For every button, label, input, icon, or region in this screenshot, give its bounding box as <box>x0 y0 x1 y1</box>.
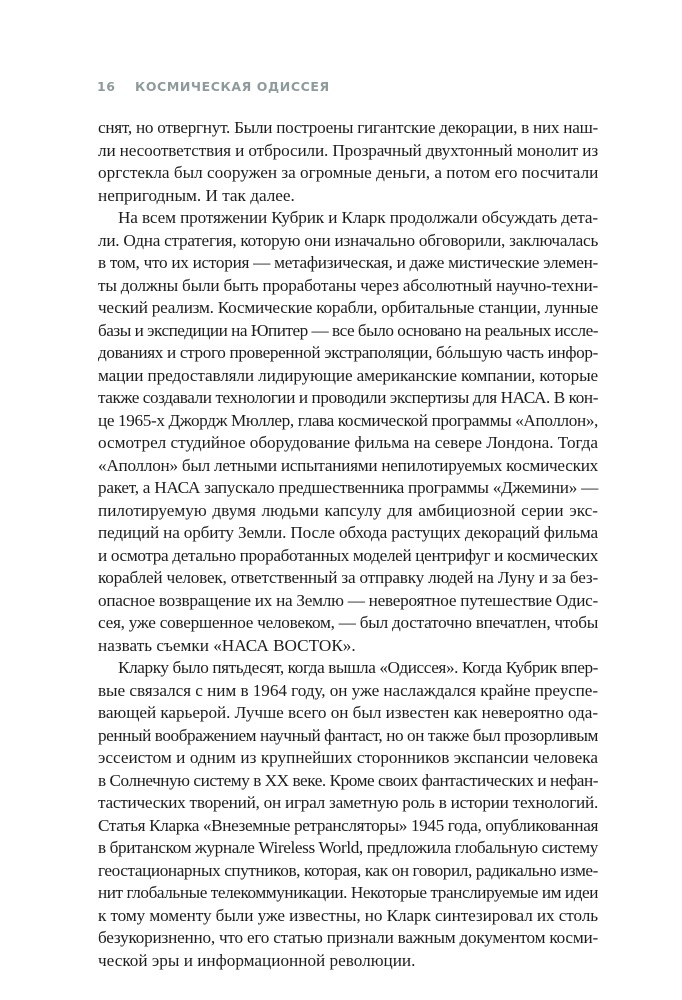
text-line: сея, уже совершенное человеком, — был достаточно впечатлен, чтобы <box>98 613 599 632</box>
paragraph <box>98 657 598 972</box>
text-line: ты должны были быть проработаны через абсолютный научно-техни- <box>98 275 598 295</box>
paragraph <box>98 117 598 207</box>
text-line: к тому моменту были уже известны, но Кларк синтезировал их столь <box>98 905 599 925</box>
running-head <box>97 79 330 94</box>
text-line: в Солнечную систему в XX веке. Кроме своих фантастических и нефан- <box>98 770 598 790</box>
text-line: осмотрел студийное оборудование фильма на севере Лондона. Тогда <box>98 433 599 452</box>
text-line: ли несоответствия и отбросили. Прозрачный двухтонный монолит из <box>98 140 599 160</box>
text-line: базы и экспедиции на Юпитер — все было основано на реальных иссле- <box>98 320 598 340</box>
text-line: вающей карьерой. Лучше всего он был известен как невероятно ода- <box>98 703 598 722</box>
text-line: педиций на орбиту Земли. После обхода растущих декораций фильма <box>98 523 598 542</box>
text-line: пилотируемую двумя людьми капсулу для амбициозной серии экс- <box>98 500 598 520</box>
text-line: ческой эры и информационной революции. <box>98 950 416 970</box>
text-line: мации предоставляли лидирующие американские компании, которые <box>98 365 598 385</box>
text-line: ренный воображением научный фантаст, но он также был прозорливым <box>98 725 599 745</box>
text-line: тастических творений, он играл заметную роль в истории технологий. <box>98 793 599 812</box>
text-line: ли. Одна стратегия, которую они изначально обговорили, заключалась <box>98 230 599 250</box>
text-line: безукоризненно, что его статью признали важным документом косми- <box>98 928 598 947</box>
text-line: ческий реализм. Космические корабли, орбитальные станции, лунные <box>98 298 598 317</box>
text-line: и осмотра детально проработанных моделей центрифуг и космических <box>98 545 599 565</box>
text-line: «Аполлон» был летными испытаниями непилотируемых космических <box>98 455 598 475</box>
text-line: также создавали технологии и проводили экспертизы для НАСА. В кон- <box>98 388 598 407</box>
text-line: дованиях и строго проверенной экстраполяции, бóльшую часть инфор- <box>98 343 599 362</box>
text-line: снят, но отвергнут. Были построены гигантские декорации, в них наш- <box>98 118 598 137</box>
text-line: це 1965-х Джордж Мюллер, глава космической программы «Аполлон», <box>98 410 598 430</box>
paragraph <box>98 207 598 657</box>
body-text <box>98 117 598 972</box>
text-line: вые связался с ним в 1964 году, он уже наслаждался крайне преуспе- <box>98 680 599 700</box>
text-line: в британском журнале Wireless World, предложила глобальную систему <box>98 838 599 857</box>
text-line: опасное возвращение их на Землю — невероятное путешествие Одис- <box>98 590 598 610</box>
text-line: эссеистом и одним из крупнейших сторонников экспансии человека <box>98 748 598 767</box>
text-line: Кларку было пятьдесят, когда вышла «Одиссея». Когда Кубрик впер- <box>118 658 599 677</box>
text-line: На всем протяжении Кубрик и Кларк продолжали обсуждать дета- <box>118 208 598 227</box>
text-line: в том, что их история — метафизическая, и даже мистические элемен- <box>98 253 598 272</box>
text-line: оргстекла был сооружен за огромные деньги, а потом его посчитали <box>98 163 599 182</box>
text-line: кораблей человек, ответственный за отправку людей на Луну и за без- <box>98 568 598 587</box>
text-line: непригодным. И так далее. <box>98 185 295 205</box>
text-line: ракет, а НАСА запускало предшественника программы «Джемини» — <box>98 478 599 497</box>
running-head-title: КОСМИЧЕСКАЯ ОДИССЕЯ <box>135 79 330 94</box>
text-line: назвать съемки «НАСА ВОСТОК». <box>98 635 356 655</box>
page-number: 16 <box>97 79 116 94</box>
text-line: нит глобальные телекоммуникации. Некоторые транслируемые им идеи <box>98 883 598 902</box>
text-line: геостационарных спутников, которая, как он говорил, радикально изме- <box>98 860 598 880</box>
text-line: Статья Кларка «Внеземные ретрансляторы» 1945 года, опубликованная <box>98 815 599 835</box>
